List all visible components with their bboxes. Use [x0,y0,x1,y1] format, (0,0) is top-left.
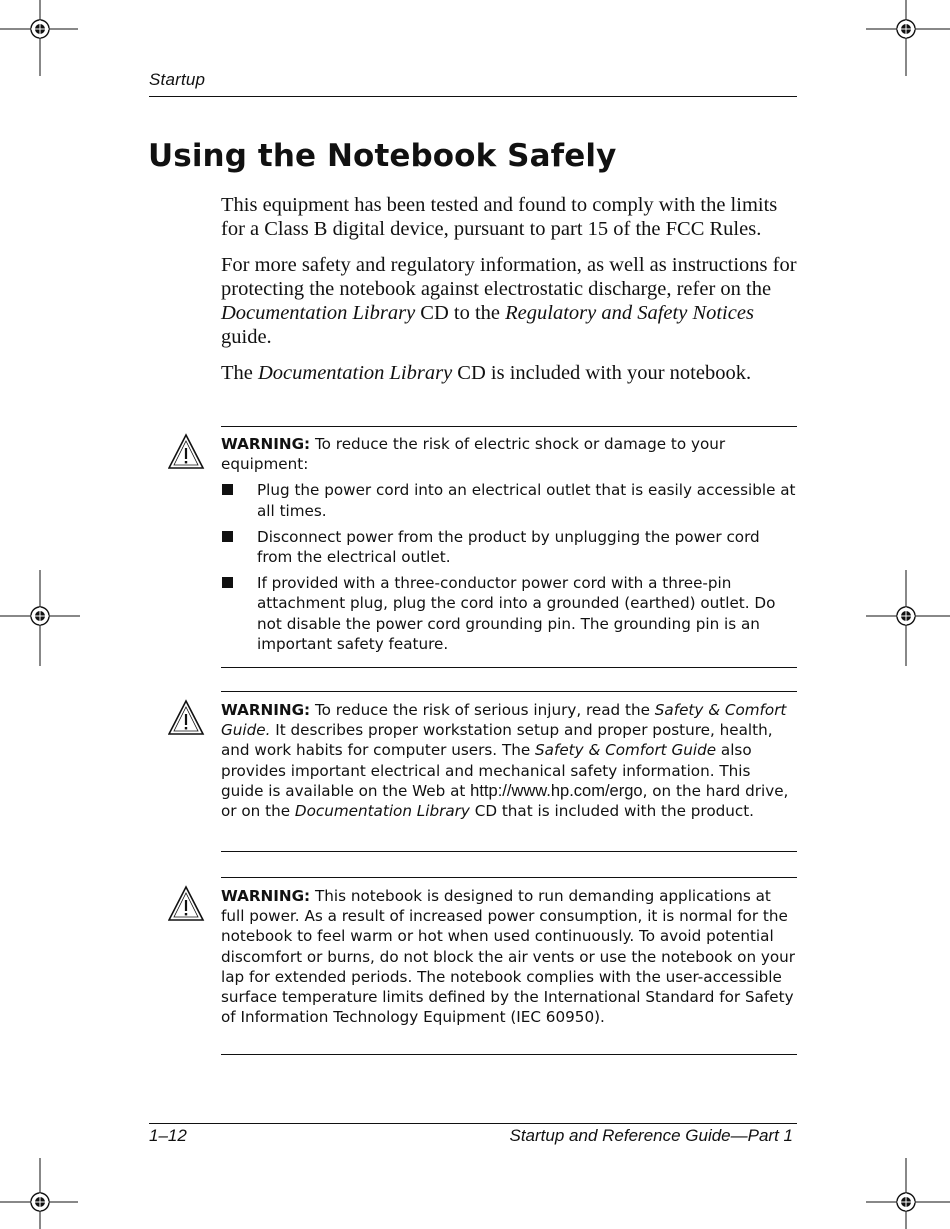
crop-mark-bottom-left-icon [0,1158,80,1229]
crop-mark-bottom-right-icon [866,1158,950,1229]
footer-guide-title: Startup and Reference Guide—Part 1 [509,1126,793,1145]
warning-label: WARNING: [221,701,311,719]
doc-library-title: Documentation Library [221,302,416,324]
list-item: If provided with a three-conductor power cord with a three-pin attachment plug, plug the cord into a grounded (earthed) outlet. Do not disable the power cord grounding pin. The grounding pin is an important safety feature. [221,573,797,654]
list-item: Plug the power cord into an electrical outlet that is easily accessible at all times. [221,480,797,520]
warning-icon [168,884,208,927]
ergo-url-link[interactable]: http://www.hp.com/ergo [470,781,643,800]
warning-bullet-list [221,480,797,654]
warning-1-bottom-rule [221,667,797,668]
warning-serious-injury: WARNING: To reduce the risk of serious injury, read the Safety & Comfort Guide. It describes proper workstation setup and proper posture, health, and work habits for computer users. The Safety & Comfort Guide also provides important electrical and mechanical safety information. This guide is available on the Web at http://www.hp.com/ergo, on the hard drive, or on the Documentation Library CD that is included with the product. [221,701,789,821]
warning-heat: WARNING: This notebook is designed to run demanding applications at full power. As a result of increased power consumption, it is normal for the notebook to feel warm or hot when used continuously. To avoid potential discomfort or burns, do not block the air vents or use the notebook on your lap for extended periods. The notebook complies with the user-accessible surface temperature limits defined by the International Standard for Safety of Information Technology Equipment (IEC 60950). [221,887,796,1027]
running-head: Startup [149,70,206,89]
warning-1-top-rule [221,426,797,427]
bullet-square-icon [222,484,233,495]
warning-label: WARNING: [221,435,311,453]
body-text [221,193,801,397]
bullet-square-icon [222,531,233,542]
warning-icon [168,432,208,475]
doc-library-title: Documentation Library [258,362,453,384]
crop-mark-top-right-icon [866,0,950,80]
footer-rule [149,1123,797,1124]
crop-mark-top-left-icon [0,0,80,80]
bullet-square-icon [222,577,233,588]
warning-2-bottom-rule [221,851,797,852]
safety-comfort-guide-title: Safety & Comfort Guide. [221,701,787,740]
paragraph-safety-info: For more safety and regulatory information, as well as instructions for protecting the notebook against electrostatic discharge, refer on the Documentation Library CD to the Regulatory and Safety Notices guide. [221,254,797,348]
crop-mark-middle-left-icon [0,570,80,666]
warning-3-bottom-rule [221,1054,797,1055]
warning-2-top-rule [221,691,797,692]
list-item: Disconnect power from the product by unplugging the power cord from the electrical outlet. [221,527,797,567]
warning-3-top-rule [221,877,797,878]
doc-library-title: Documentation Library [294,802,470,821]
page-title: Using the Notebook Safely [148,138,617,174]
safety-comfort-guide-title: Safety & Comfort Guide [535,741,717,760]
paragraph-fcc: This equipment has been tested and found to comply with the limits for a Class B digital device, pursuant to part 15 of the FCC Rules. [221,194,778,240]
header-rule [149,96,797,97]
warning-icon [168,698,208,741]
regulatory-guide-title: Regulatory and Safety Notices [505,302,754,324]
warning-label: WARNING: [221,887,311,905]
crop-mark-middle-right-icon [866,570,950,666]
page-number: 1–12 [149,1126,187,1145]
warning-electric-shock: WARNING: To reduce the risk of electric shock or damage to your equipment: Plug the power cord into an electrical outlet that is easily accessible at all times. Disconnect power from the product by unplugging the power cord from the electrical outlet. If provided with a three-conductor power cord with a three-pin attachment plug, plug the cord into a grounded (earthed) outlet. Do not disable the power cord grounding pin. The grounding pin is an important safety feature. [221,435,796,653]
paragraph-doc-library: The Documentation Library CD is included with your notebook. [221,362,752,384]
